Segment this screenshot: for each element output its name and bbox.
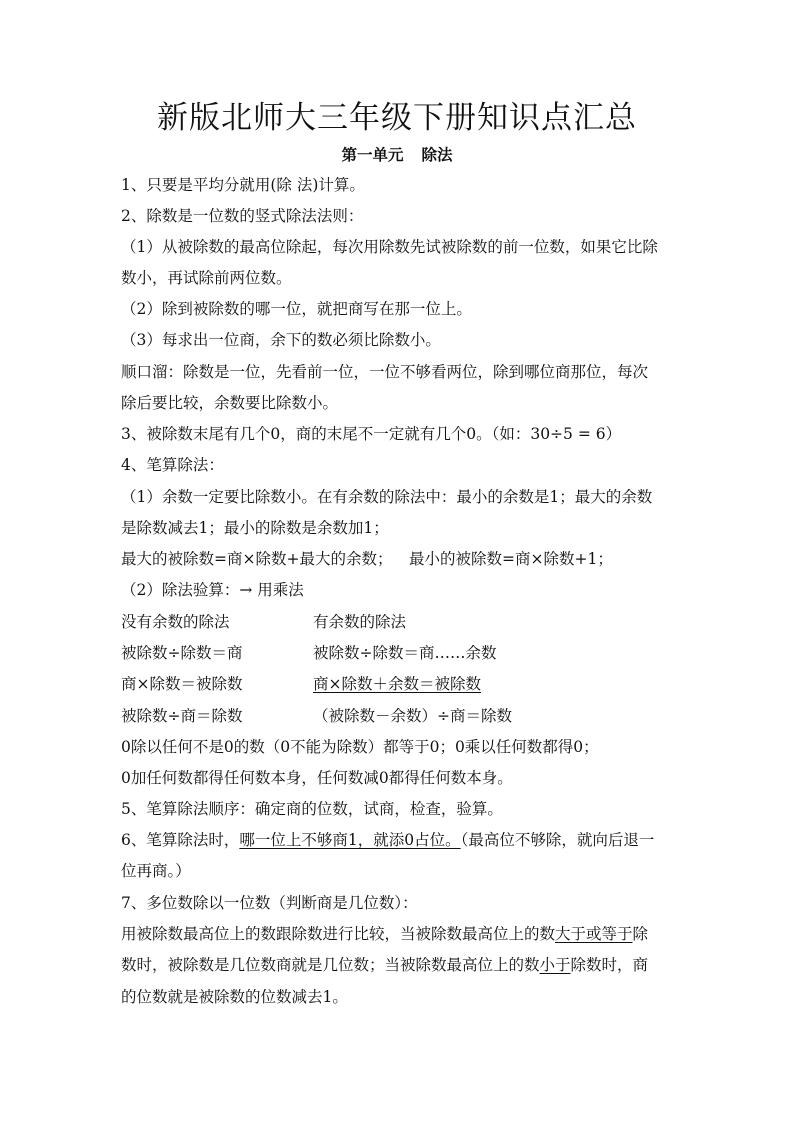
point-2-rule-2: （2）除到被除数的哪一位，就把商写在那一位上。 bbox=[121, 300, 472, 318]
point-7-lead: 用被除数最高位上的数跟除数进行比较，当被除数最高位上的数 bbox=[121, 925, 556, 943]
point-7-tail: 除数时，商 bbox=[570, 956, 649, 974]
point-7-rule-end: 的位数就是被除数的位数减去1。 bbox=[121, 988, 348, 1006]
min-dividend-formula: 最小的被除数=商×除数+1； bbox=[409, 550, 613, 568]
check-table-row bbox=[121, 703, 681, 729]
point-6-emphasis: 哪一位上不够商1，就添0占位。 bbox=[239, 831, 461, 849]
point-7-heading: 7、多位数除以一位数（判断商是几位数）： bbox=[121, 894, 418, 912]
point-2-rule-1-cont: 数小，再试除前两位数。 bbox=[121, 269, 292, 287]
formula-line bbox=[121, 546, 681, 572]
point-7-emphasis: 小于 bbox=[539, 956, 571, 974]
zero-rule-1: 0除以任何不是0的数（0不能为除数）都等于0；0乘以任何数都得0； bbox=[121, 738, 599, 756]
with-remainder-cell: （被除数－余数）÷商＝除数 bbox=[313, 707, 512, 725]
point-2-heading: 2、除数是一位数的竖式除法法则： bbox=[121, 207, 364, 225]
check-table-row bbox=[121, 671, 681, 697]
unit-label: 第一单元 bbox=[341, 145, 404, 164]
no-remainder-cell: 商×除数＝被除数 bbox=[121, 675, 243, 693]
no-remainder-cell: 被除数÷除数＝商 bbox=[121, 644, 243, 662]
point-2-rule-3: （3）每求出一位商，余下的数必须比除数小。 bbox=[121, 331, 441, 349]
with-remainder-header: 有余数的除法 bbox=[313, 613, 407, 631]
point-4-heading: 4、笔算除法： bbox=[121, 456, 224, 474]
point-4-rule-1-cont: 是除数减去1；最小的除数是余数加1； bbox=[121, 519, 389, 537]
rhyme-line: 顺口溜：除数是一位，先看前一位，一位不够看两位，除到哪位商那位，每次 bbox=[121, 363, 649, 381]
point-4-rule-1: （1）余数一定要比除数小。在有余数的除法中：最小的余数是1；最大的余数 bbox=[121, 488, 653, 506]
with-remainder-cell: 被除数÷除数＝商……余数 bbox=[313, 644, 497, 662]
with-remainder-cell: 商×除数＋余数＝被除数 bbox=[313, 675, 481, 693]
point-7-rule bbox=[121, 921, 681, 947]
point-6-tail: （最高位不够除，就向后退一 bbox=[460, 831, 655, 849]
point-7-lead: 数时，被除数是几位数商就是几位数；当被除数最高位上的数 bbox=[121, 956, 540, 974]
point-3: 3、被除数末尾有几个0，商的末尾不一定就有几个0。（如：30÷5 = 6） bbox=[121, 425, 622, 443]
point-7-emphasis: 大于或等于 bbox=[555, 925, 633, 943]
rhyme-line-cont: 除后要比较，余数要比除数小。 bbox=[121, 394, 339, 412]
check-table-header bbox=[121, 609, 681, 635]
unit-topic: 除法 bbox=[421, 145, 453, 164]
no-remainder-header: 没有余数的除法 bbox=[121, 613, 230, 631]
point-6 bbox=[121, 827, 681, 853]
point-1: 1、只要是平均分就用(除 法)计算。 bbox=[121, 176, 365, 194]
point-4-rule-2: （2）除法验算：→ 用乘法 bbox=[121, 581, 304, 599]
check-table-row bbox=[121, 640, 681, 666]
point-6-cont: 位再商。） bbox=[121, 862, 191, 880]
point-7-rule-cont bbox=[121, 952, 681, 978]
document-title: 新版北师大三年级下册知识点汇总 bbox=[157, 100, 637, 136]
point-7-tail: 除 bbox=[632, 925, 649, 943]
unit-heading bbox=[0, 143, 794, 167]
no-remainder-cell: 被除数÷商＝除数 bbox=[121, 707, 243, 725]
point-2-rule-1: （1）从被除数的最高位除起，每次用除数先试被除数的前一位数，如果它比除 bbox=[121, 238, 658, 256]
point-5: 5、笔算除法顺序：确定商的位数，试商，检查，验算。 bbox=[121, 800, 503, 818]
point-6-lead: 6、笔算除法时， bbox=[121, 831, 240, 849]
max-dividend-formula: 最大的被除数=商×除数+最大的余数； bbox=[121, 550, 393, 568]
zero-rule-2: 0加任何数都得任何数本身，任何数减0都得任何数本身。 bbox=[121, 769, 513, 787]
